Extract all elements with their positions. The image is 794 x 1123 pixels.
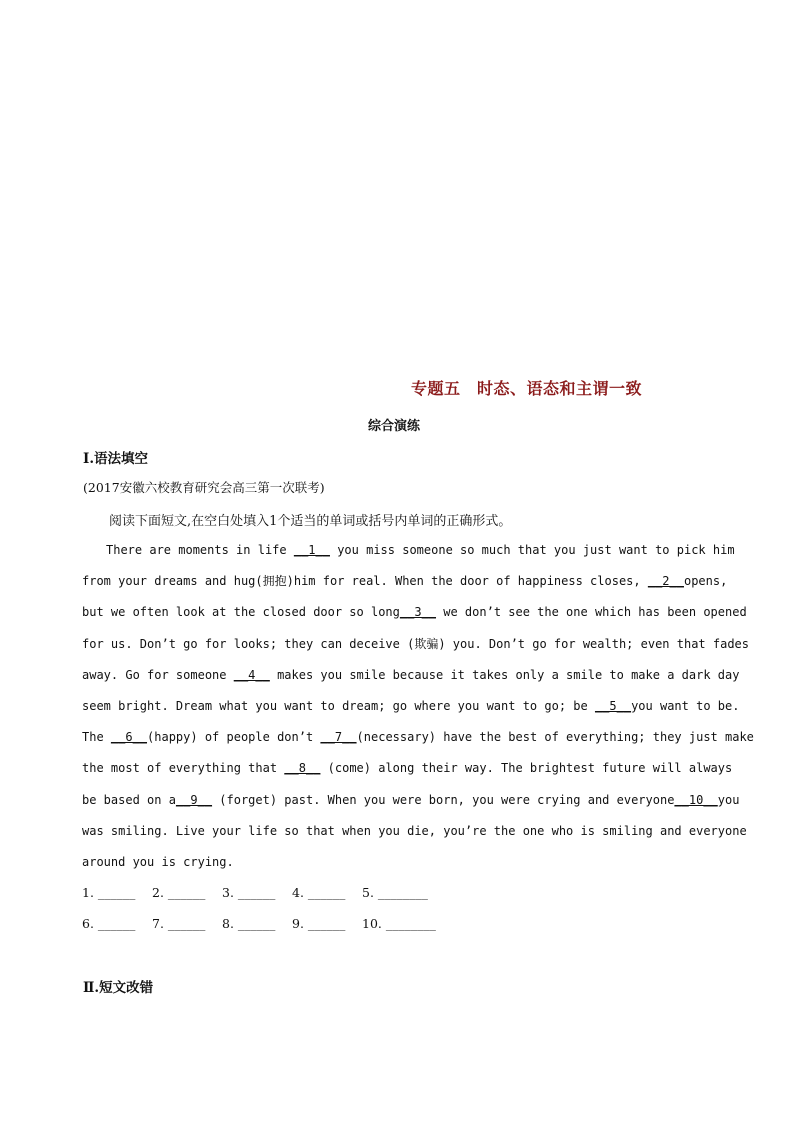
blank-slot: __6__: [110, 730, 148, 745]
passage-line: [82, 725, 754, 756]
passage-text: you miss someone so much that you just want to pick him: [329, 543, 735, 557]
blank-slot: __7__: [320, 730, 357, 745]
blank-slot: __8__: [284, 761, 321, 776]
passage-text: makes you smile because it takes only a smile to make a dark day: [269, 667, 740, 682]
blank-slot: __5__: [594, 698, 632, 713]
blank-slot: __9__: [175, 792, 213, 807]
blank-slot: __4__: [233, 667, 270, 682]
passage-line: [82, 819, 747, 850]
answer-blank: 2. ______: [152, 885, 206, 900]
passage-line: [82, 663, 740, 694]
passage-line: [82, 694, 740, 725]
page-subtitle: 综合演练: [368, 419, 421, 434]
blank-slot: __1__: [293, 543, 330, 557]
answer-blank: 7. ______: [152, 916, 206, 931]
passage: [82, 538, 754, 881]
instruction-text: 阅读下面短文,在空白处填入1个适当的单词或括号内单词的正确形式。: [109, 514, 512, 529]
passage-text: (forget) past. When you were born, you were crying and everyone: [212, 792, 675, 807]
answer-blank: 9. ______: [292, 916, 346, 931]
passage-text: seem bright. Dream what you want to dream; go where you want to go; be: [82, 698, 595, 713]
answer-blank: 5. ________: [362, 885, 428, 900]
section-1-heading: Ⅰ.语法填空: [83, 451, 149, 467]
passage-line: [82, 600, 747, 631]
passage-text: you: [717, 792, 740, 807]
passage-text: the most of everything that: [82, 761, 285, 776]
section-2-heading: Ⅱ.短文改错: [83, 980, 154, 996]
passage-text: (happy) of people don’t: [147, 730, 321, 745]
passage-line: [82, 850, 714, 881]
passage-text: but we often look at the closed door so long: [82, 605, 400, 620]
passage-line: [82, 538, 735, 569]
answer-blank: 6. ______: [82, 916, 136, 931]
answer-blank: 4. ______: [292, 885, 346, 900]
passage-text: for us. Don’t go for looks; they can deceive (欺骗) you. Don’t go for wealth; even that fades: [82, 636, 749, 651]
answer-blank: 3. ______: [222, 885, 276, 900]
answer-blank: 1. ______: [82, 885, 136, 900]
page-title: 专题五 时态、语态和主谓一致: [411, 379, 643, 398]
passage-text: was smiling. Live your life so that when you die, you’re the one who is smiling and everyone: [82, 823, 747, 838]
passage-text: opens,: [683, 574, 728, 589]
passage-text: we don’t see the one which has been opened: [436, 605, 747, 620]
blank-slot: __3__: [399, 605, 437, 620]
passage-line: [82, 569, 728, 600]
passage-line: [82, 632, 749, 663]
passage-text: (come) along their way. The brightest future will always: [320, 761, 733, 776]
answer-blank: 8. ______: [222, 916, 276, 931]
passage-text: around you is crying.: [82, 854, 234, 869]
answer-blank: 10. ________: [362, 916, 436, 931]
passage-text: from your dreams and hug(拥抱)him for real. When the door of happiness closes,: [82, 574, 648, 589]
passage-text: (necessary) have the best of everything; they just make: [356, 730, 754, 745]
passage-line: [82, 788, 740, 819]
blank-slot: __2__: [647, 574, 684, 589]
blank-slot: __10__: [674, 792, 718, 807]
passage-line: [82, 756, 733, 787]
passage-text: away. Go for someone: [82, 667, 234, 682]
passage-text: There are moments in life: [82, 543, 294, 557]
source-note: (2017安徽六校教育研究会高三第一次联考): [83, 480, 325, 495]
passage-text: be based on a: [82, 792, 176, 807]
passage-text: The: [82, 730, 111, 745]
passage-text: you want to be.: [631, 698, 740, 713]
